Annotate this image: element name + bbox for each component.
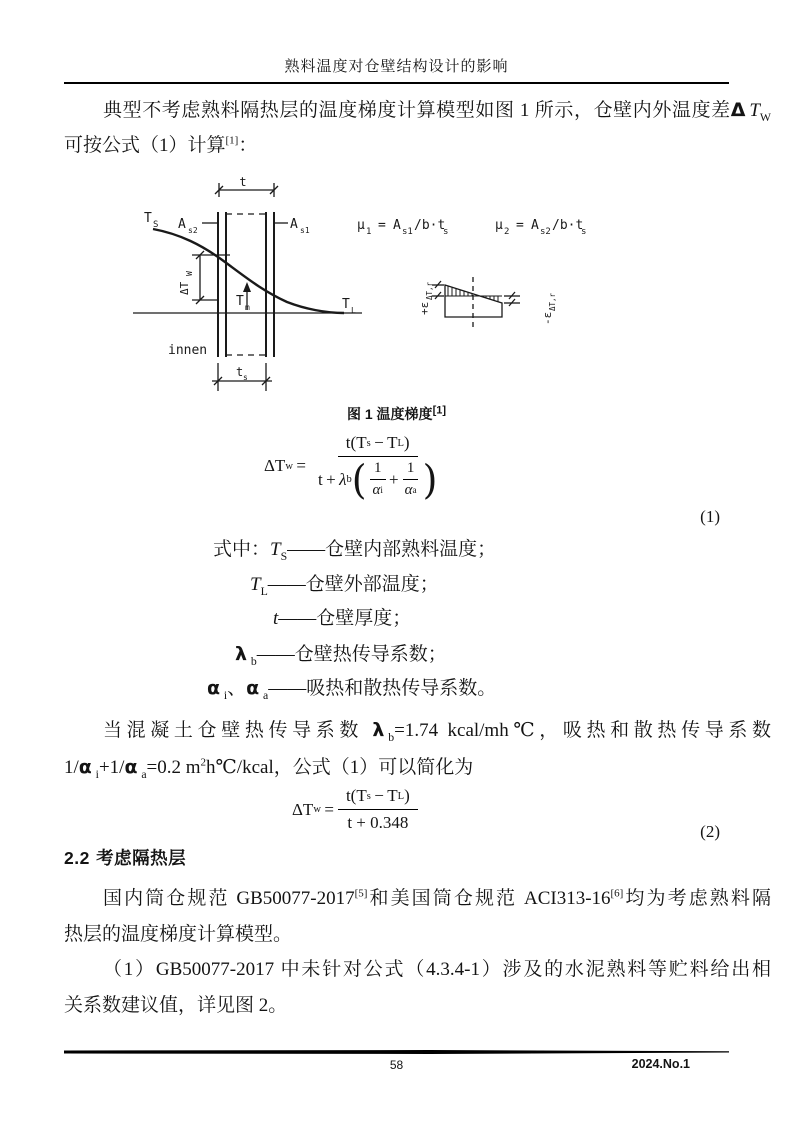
def2-text: 仓壁外部温度； — [305, 573, 439, 595]
mu1-sub: 1 — [366, 227, 372, 237]
variable-definitions — [64, 533, 730, 706]
para3-text-c: 均为考虑熟料隔 — [623, 888, 771, 909]
def4-text: 仓壁热传导系数； — [294, 643, 447, 665]
figure-1-drawing — [130, 167, 690, 395]
paragraph-4-line-1: （1）GB50077-2017 中未针对公式（4.3.4-1）涉及的水泥熟料等贮料给出相 — [103, 959, 771, 980]
figure-1-temperature-gradient — [130, 167, 690, 395]
definition-alpha — [64, 671, 730, 706]
citation-1: [1] — [225, 134, 239, 147]
eq2-equals: = — [324, 799, 334, 819]
eq1-num-minus: − — [374, 433, 384, 452]
mu2-symbol: μ — [495, 218, 503, 233]
eq2-lhs: ΔT — [292, 799, 314, 819]
eq1-num-T2: T — [387, 433, 398, 452]
label-t: t — [239, 175, 247, 189]
mu1-rest-sub: s — [443, 227, 449, 237]
label-As1: A — [290, 217, 298, 232]
def2-symbol: T — [250, 573, 261, 595]
para2-text-a: 当混凝土仓壁热传导系数 — [103, 720, 373, 741]
tw-subscript: W — [759, 110, 771, 124]
eq2-num-minus: − — [374, 786, 384, 805]
eps-plus-sub: ΔT,r — [425, 281, 434, 300]
def5-comma: 、 — [227, 678, 247, 699]
caption-text: 图 1 温度梯度 — [346, 406, 433, 422]
definition-lambda — [64, 637, 730, 672]
eq1-den-plus: + — [326, 469, 336, 489]
eq1-num-open: ( — [350, 433, 357, 452]
caption-citation: [1] — [432, 404, 447, 417]
eq1-lambda-sub: b — [346, 474, 352, 485]
para2-text-f: h℃/kcal，公式（1）可以简化为 — [206, 757, 474, 778]
paragraph-4-line-2: 关系数建议值，详见图 2。 — [64, 995, 288, 1016]
para2-text-d: +1/ — [98, 757, 125, 778]
eq1-f2-den-sub: a — [412, 485, 417, 496]
def4-sub: b — [250, 654, 257, 668]
para3-text-b: 和美国筒仓规范 ACI313-16 — [367, 888, 611, 909]
mu2-rest: /b·t — [552, 218, 584, 233]
mu1-rest: /b·t — [414, 218, 446, 233]
issue-label: 2024.No.1 — [631, 1057, 690, 1071]
eps-minus-sub: ΔT,r — [548, 292, 557, 311]
def5-dash: —— — [268, 678, 307, 699]
equation-2 — [64, 786, 730, 844]
tw-symbol: T — [749, 100, 760, 121]
eq1-num-T2-sub: L — [397, 437, 404, 449]
delta-symbol: Δ — [730, 99, 746, 121]
section-number: 2.2 — [64, 848, 90, 868]
label-Ts-sub: S — [153, 220, 159, 230]
eq2-den: t + 0.348 — [347, 813, 409, 832]
para1-line2-colon: ： — [238, 135, 258, 156]
def5-sub-1: i — [223, 688, 228, 702]
defs-prefix: 式中： — [213, 539, 271, 560]
eq1-num-T1: T — [356, 433, 367, 452]
label-dTw-sub: W — [185, 271, 194, 276]
eq1-lhs: ΔT — [264, 456, 286, 475]
def1-text: 仓壁内部熟料温度； — [325, 539, 497, 560]
def1-symbol: T — [270, 539, 281, 560]
def5-text: 吸热和散热传导系数。 — [306, 678, 497, 699]
eq1-inner-plus: + — [389, 469, 399, 489]
para1-line2-text: 可按公式（1）计算 — [64, 135, 226, 156]
def3-text: 仓壁厚度； — [316, 608, 412, 629]
mu2-rest-sub: s — [581, 227, 587, 237]
eq2-num-T2: T — [387, 786, 398, 805]
label-ts-sub: s — [243, 373, 248, 382]
para2-alpha1: α — [78, 756, 92, 778]
para2-text-c: 1/ — [64, 757, 79, 778]
para2-alpha2: α — [124, 756, 138, 778]
para1-text: 典型不考虑熟料隔热层的温度梯度计算模型如图 1 所示，仓壁内外温度差 — [103, 100, 731, 121]
figure-1-caption — [0, 404, 793, 424]
equation-1 — [64, 433, 730, 529]
equation-2-number: (2) — [700, 822, 720, 841]
label-Ts: T — [144, 211, 152, 226]
label-As1-sub: s1 — [300, 226, 310, 235]
eq2-num-T1: T — [356, 786, 367, 805]
page-number: 58 — [389, 1058, 404, 1072]
def3-dash: —— — [278, 608, 317, 629]
eq1-f1-num: 1 — [370, 460, 386, 480]
mu2-sub: 2 — [504, 227, 510, 237]
label-TL-sub: L — [351, 306, 356, 315]
label-dTw: ΔT — [178, 281, 191, 295]
def5-sub-2: a — [263, 688, 269, 702]
def3-symbol: t — [273, 608, 279, 629]
eq1-f2-num: 1 — [403, 460, 419, 480]
citation-5: [5] — [354, 887, 368, 900]
para2-text-b: =1.74 kcal/mh℃，吸热和散热传导系数 — [394, 720, 771, 741]
eps-minus-label: -ε — [541, 311, 554, 325]
eq1-num-T1-sub: s — [366, 437, 371, 449]
definition-TL — [64, 568, 730, 603]
eps-plus-label: +ε — [418, 301, 431, 315]
mu1-symbol: μ — [357, 218, 365, 233]
eq1-num-t: t — [345, 433, 351, 452]
eq2-num-T1-sub: s — [366, 790, 371, 802]
def1-dash: —— — [287, 539, 326, 560]
eq1-num-close: ) — [403, 433, 410, 452]
eq2-num-T2-sub: L — [397, 790, 405, 802]
definition-Ts — [64, 533, 730, 568]
label-innen: innen — [168, 343, 208, 358]
paragraph-1-line-2 — [64, 128, 732, 164]
eq1-f2-den: α — [404, 482, 413, 498]
mu1-equals: = — [378, 218, 386, 233]
header-rule — [64, 82, 729, 84]
equation-2-formula — [292, 786, 422, 833]
equation-1-number: (1) — [700, 507, 720, 526]
eq1-f1-den-sub: i — [380, 485, 384, 496]
paragraph-3-line-1 — [64, 881, 771, 917]
def2-sub: L — [260, 584, 268, 598]
def5-symbol-1: α — [207, 677, 221, 699]
equation-1-formula: ΔT w = t ( T s − T L ) t + λ b ( 1 α i + 1 α a ) — [264, 433, 438, 503]
eq1-f1-den: α — [372, 482, 381, 498]
para2-m2-sup: 2 — [200, 756, 207, 769]
eq2-num-open: ( — [350, 786, 357, 805]
label-TL: T — [342, 297, 350, 312]
eq2-num-close: ) — [404, 786, 410, 805]
mu1-A-sub: s1 — [402, 227, 413, 237]
label-Tm-sub: m — [245, 303, 250, 312]
para2-text-e: =0.2 m — [146, 757, 201, 778]
para2-lambda: λ — [372, 719, 385, 741]
mu1-A: A — [393, 218, 401, 233]
mu2-A: A — [531, 218, 539, 233]
definition-t — [64, 602, 730, 637]
label-As2: A — [178, 217, 186, 232]
para2-alpha1-sub: i — [95, 767, 99, 781]
section-title: 考虑隔热层 — [96, 848, 187, 868]
eq1-lhs-sub: w — [285, 460, 293, 472]
section-heading-2-2 — [64, 845, 186, 870]
def2-dash: —— — [267, 573, 306, 595]
footer-rule — [64, 1050, 729, 1054]
citation-6: [6] — [610, 887, 624, 900]
mu2-A-sub: s2 — [540, 227, 551, 237]
eq2-num-t: t — [345, 786, 351, 805]
running-header-title: 熟料温度对仓壁结构设计的影响 — [284, 59, 509, 75]
label-As2-sub: s2 — [188, 226, 198, 235]
def5-symbol-2: α — [246, 677, 260, 699]
def1-sub: S — [280, 549, 288, 563]
eq2-lhs-sub: w — [313, 804, 321, 815]
label-Tm: T — [236, 294, 244, 309]
def4-symbol: λ — [235, 642, 248, 665]
mu2-equals: = — [516, 218, 524, 233]
eq1-equals: = — [296, 456, 306, 475]
label-ts: t — [236, 365, 244, 379]
para3-text-a: 国内筒仓规范 GB50077-2017 — [103, 888, 355, 909]
paragraph-3-line-2: 热层的温度梯度计算模型。 — [64, 924, 293, 945]
def4-dash: —— — [256, 643, 295, 665]
para2-alpha2-sub: a — [141, 767, 147, 781]
eq1-den-t: t — [317, 469, 323, 489]
para2-lambda-sub: b — [388, 730, 395, 744]
eq1-lambda: λ — [339, 469, 347, 489]
